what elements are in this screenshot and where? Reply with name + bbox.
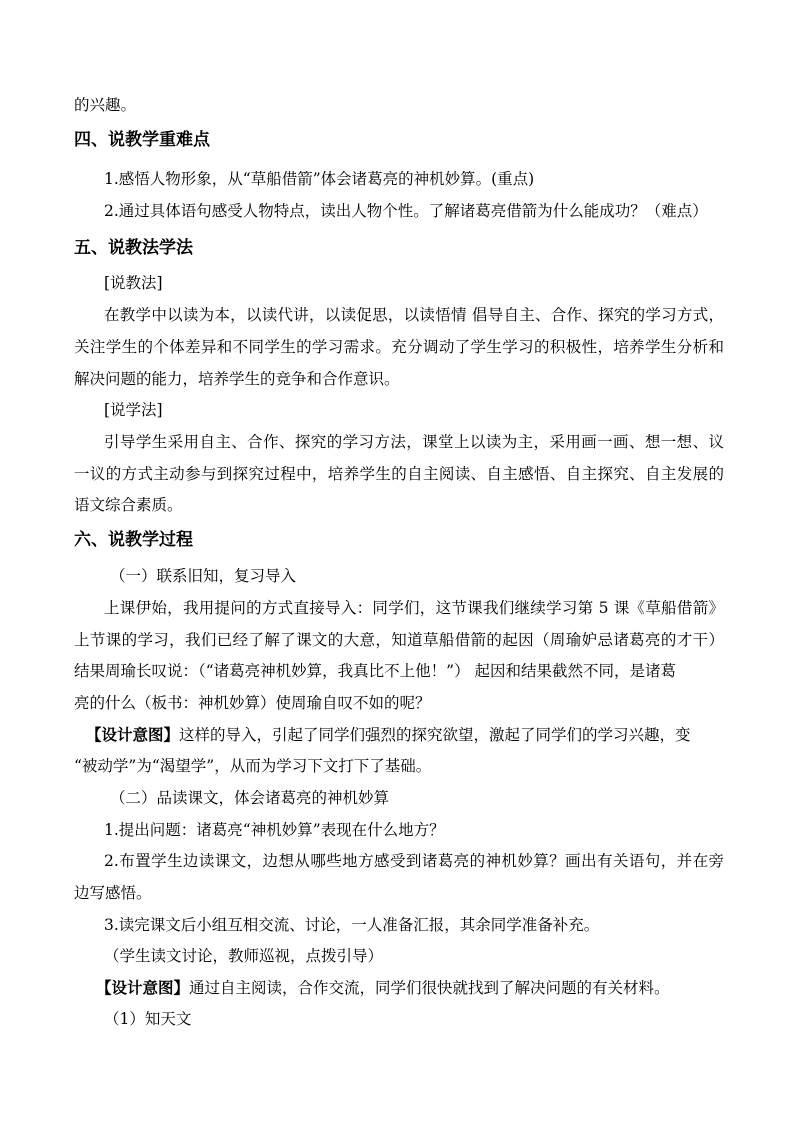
text-line: 2.布置学生边读课文，边想从哪些地方感受到诸葛亮的神机妙算？画出有关语句，并在旁 [104, 852, 724, 870]
text-line: 关注学生的个体差异和不同学生的学习需求。充分调动了学生学习的积极性，培养学生分析和 [74, 338, 724, 356]
text-line: 语文综合素质。 [74, 496, 183, 514]
text-line: 3.读完课文后小组互相交流、讨论，一人准备汇报，其余同学准备补充。 [104, 916, 600, 934]
design-intent-label: 【设计意图】 [86, 725, 180, 744]
text-line: 上课伊始，我用提问的方式直接导入：同学们，这节课我们继续学习第 5 课《草船借箭》 [104, 599, 724, 617]
text-line: 结果周瑜长叹说：（“诸葛亮神机妙算，我真比不上他！”） 起因和结果截然不同，是诸葛 [74, 662, 677, 680]
text-line: （1）知天文 [104, 1010, 192, 1028]
text-line: 1.提出问题：诸葛亮“神机妙算”表现在什么地方？ [104, 821, 445, 839]
text-line: 上节课的学习，我们已经了解了课文的大意，知道草船借箭的起因（周瑜妒忌诸葛亮的才干） [74, 631, 724, 649]
section-heading-6: 六、说教学过程 [74, 530, 193, 550]
design-intent-line [86, 724, 736, 746]
text-line: “被动学”为“渴望学”，从而为学习下文打下了基础。 [74, 757, 432, 775]
text-line: [说学法] [104, 401, 163, 419]
design-intent-text: 通过自主阅读，合作交流，同学们很快就找到了解决问题的有关材料。 [189, 979, 670, 997]
text-line: 1.感悟人物形象，从“草船借箭”体会诸葛亮的神机妙算。(重点) [104, 170, 535, 188]
design-intent-label: 【设计意图】 [96, 978, 190, 997]
text-line: （二）品读课文，体会诸葛亮的神机妙算 [110, 789, 390, 807]
text-line: 引导学生采用自主、合作、探究的学习方法，课堂上以读为主，采用画一画、想一想、议 [104, 433, 724, 451]
text-line: 一议的方式主动参与到探究过程中，培养学生的自主阅读、自主感悟、自主探究、自主发展的 [74, 465, 724, 483]
text-line: 在教学中以读为本，以读代讲，以读促思，以读悟情 倡导自主、合作、探究的学习方式， [104, 306, 724, 324]
section-heading-4: 四、说教学重难点 [74, 130, 210, 150]
text-line: 2.通过具体语句感受人物特点，读出人物个性。了解诸葛亮借箭为什么能成功？（难点） [104, 202, 708, 220]
text-line: [说教法] [104, 274, 163, 292]
text-line: （学生读文讨论，教师巡视，点拨引导） [104, 947, 384, 965]
section-heading-5: 五、说教法学法 [74, 238, 193, 258]
text-line: 的兴趣。 [74, 96, 137, 114]
text-line: 边写感悟。 [74, 884, 152, 902]
design-intent-text: 这样的导入，引起了同学们强烈的探究欲望，激起了同学们的学习兴趣，变 [179, 726, 691, 744]
text-line: 亮的什么（板书：神机妙算）使周瑜自叹不如的呢？ [74, 694, 431, 712]
design-intent-line [96, 977, 746, 999]
text-line: （一）联系旧知，复习导入 [110, 567, 297, 585]
text-line: 解决问题的能力，培养学生的竞争和合作意识。 [74, 370, 400, 388]
